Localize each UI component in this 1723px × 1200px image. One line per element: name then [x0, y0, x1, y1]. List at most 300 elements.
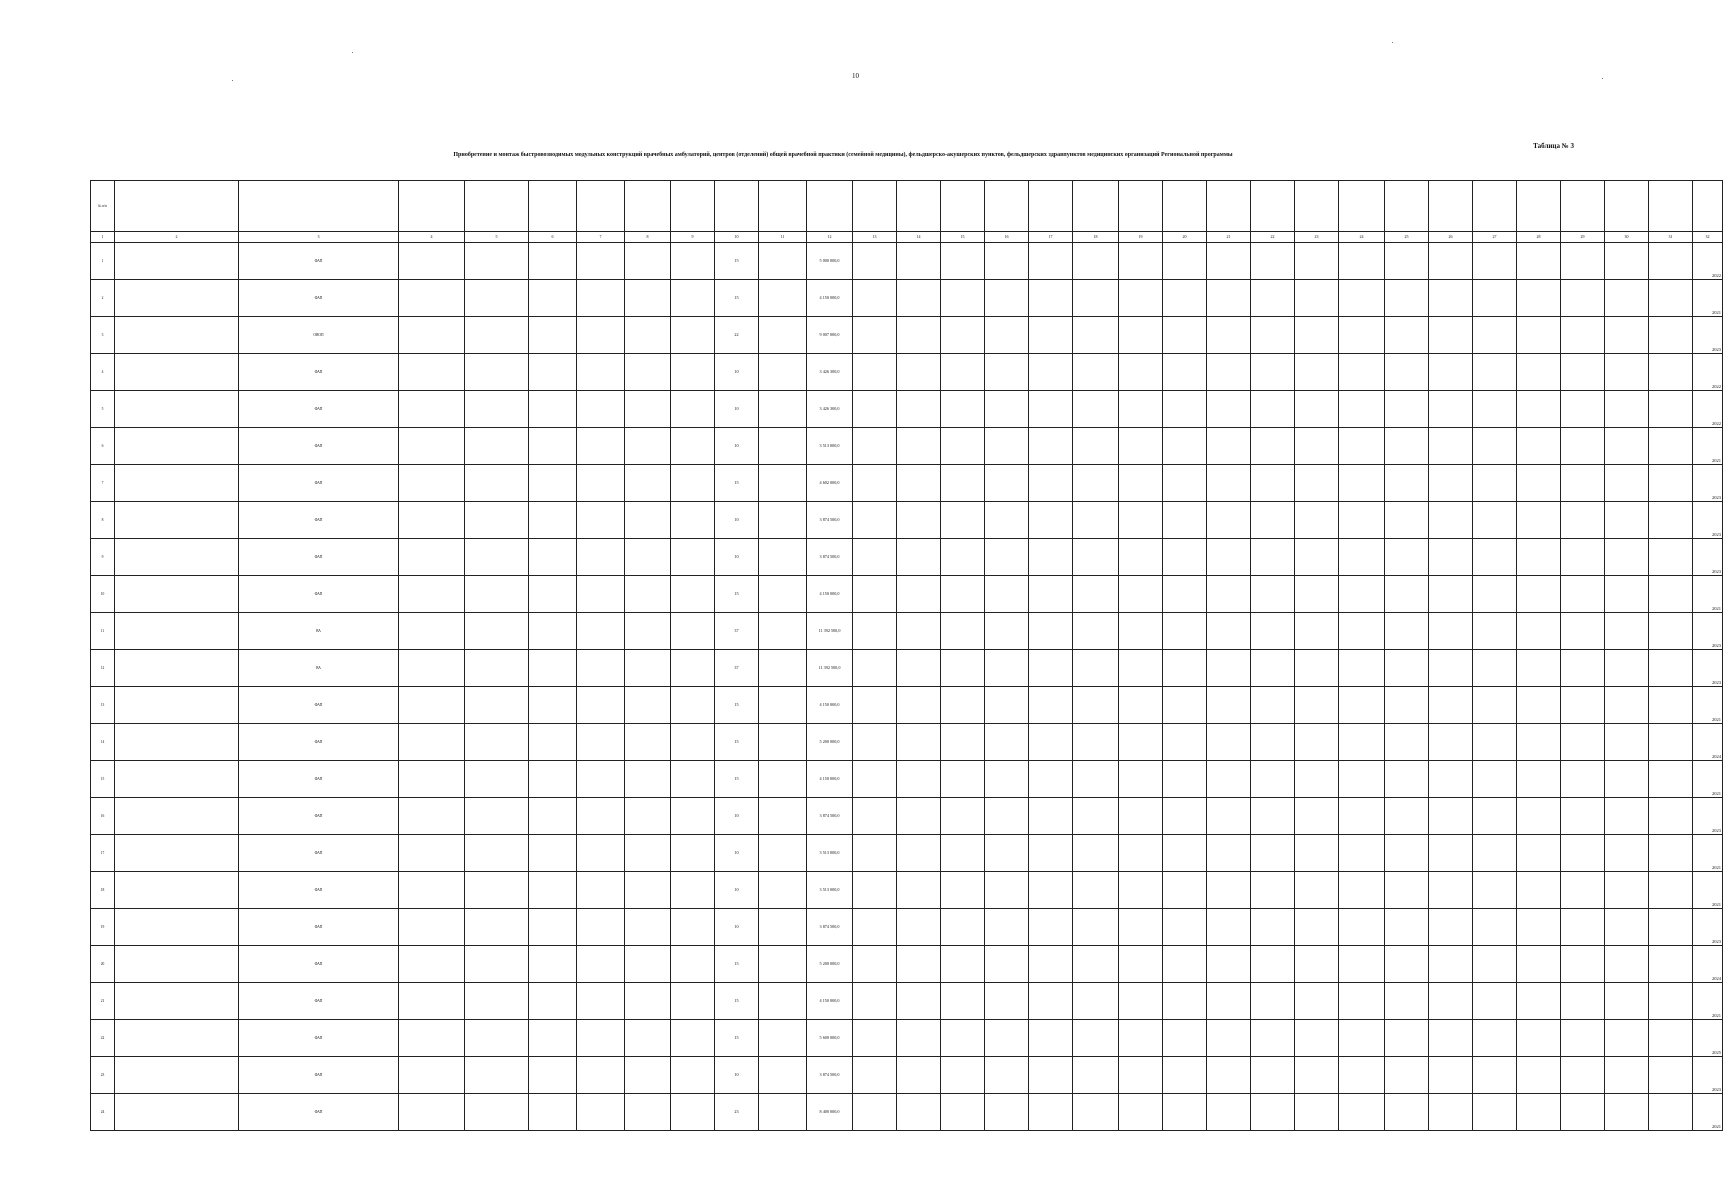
table-cell — [1385, 798, 1429, 835]
header-cell — [1339, 181, 1385, 232]
capacity-cell: 15 — [715, 724, 759, 761]
table-cell — [465, 650, 529, 687]
header-cell — [1473, 181, 1517, 232]
table-cell — [1517, 946, 1561, 983]
table-cell — [577, 946, 625, 983]
table-cell — [1207, 650, 1251, 687]
table-cell — [1649, 613, 1693, 650]
table-cell — [1163, 539, 1207, 576]
table-cell — [1385, 724, 1429, 761]
table-cell — [399, 909, 465, 946]
table-cell — [399, 724, 465, 761]
header-cell — [1295, 181, 1339, 232]
table-cell — [115, 650, 239, 687]
table-cell — [115, 983, 239, 1020]
table-cell — [1295, 798, 1339, 835]
object-type-cell: ФАП — [239, 280, 399, 317]
row-number-cell: 19 — [91, 909, 115, 946]
table-cell — [115, 909, 239, 946]
row-number-cell: 12 — [91, 650, 115, 687]
header-cell — [239, 181, 399, 232]
table-cell — [1251, 243, 1295, 280]
table-cell — [759, 761, 807, 798]
year-cell: 2023 — [1693, 650, 1723, 687]
table-cell — [1029, 391, 1073, 428]
table-cell — [1473, 835, 1517, 872]
table-cell — [1163, 983, 1207, 1020]
table-cell — [1561, 576, 1605, 613]
table-cell — [1163, 502, 1207, 539]
table-cell — [1119, 687, 1163, 724]
table-cell — [1251, 872, 1295, 909]
table-cell — [1119, 354, 1163, 391]
table-cell — [1649, 650, 1693, 687]
table-cell — [577, 243, 625, 280]
table-cell — [1073, 280, 1119, 317]
table-cell — [115, 835, 239, 872]
table-cell — [1207, 576, 1251, 613]
table-cell — [1561, 798, 1605, 835]
table-cell — [897, 1020, 941, 1057]
table-cell — [1207, 1094, 1251, 1131]
table-row — [91, 576, 1723, 613]
table-cell — [1429, 798, 1473, 835]
table-cell — [1251, 1020, 1295, 1057]
table-cell — [1339, 835, 1385, 872]
header-cell — [1561, 181, 1605, 232]
table-cell — [941, 280, 985, 317]
table-cell — [1473, 576, 1517, 613]
table-cell — [1517, 391, 1561, 428]
table-cell — [1385, 613, 1429, 650]
capacity-cell: 10 — [715, 391, 759, 428]
table-cell — [1073, 1020, 1119, 1057]
table-cell — [985, 761, 1029, 798]
column-number-cell: 3 — [239, 232, 399, 243]
table-cell — [529, 983, 577, 1020]
table-cell — [1429, 872, 1473, 909]
table-cell — [529, 687, 577, 724]
table-cell — [1163, 687, 1207, 724]
table-cell — [115, 1020, 239, 1057]
table-cell — [897, 798, 941, 835]
table-cell — [577, 761, 625, 798]
table-cell — [625, 1020, 671, 1057]
table-cell — [853, 465, 897, 502]
table-cell — [399, 576, 465, 613]
table-cell — [529, 872, 577, 909]
table-cell — [1339, 1020, 1385, 1057]
table-cell — [1561, 317, 1605, 354]
data-table-container — [90, 180, 1721, 1131]
column-number-cell: 24 — [1339, 232, 1385, 243]
table-cell — [625, 909, 671, 946]
table-cell — [1429, 1094, 1473, 1131]
table-cell — [1429, 613, 1473, 650]
header-cell — [1163, 181, 1207, 232]
table-cell — [577, 835, 625, 872]
column-number-cell: 10 — [715, 232, 759, 243]
table-cell — [1295, 539, 1339, 576]
table-cell — [1163, 835, 1207, 872]
table-cell — [1517, 872, 1561, 909]
table-row — [91, 983, 1723, 1020]
table-cell — [1119, 391, 1163, 428]
table-cell — [1517, 465, 1561, 502]
table-cell — [1605, 243, 1649, 280]
table-cell — [1429, 465, 1473, 502]
table-cell — [1473, 1094, 1517, 1131]
table-cell — [465, 1094, 529, 1131]
header-cell — [1251, 181, 1295, 232]
table-row — [91, 391, 1723, 428]
table-cell — [941, 761, 985, 798]
table-cell — [577, 539, 625, 576]
table-cell — [1163, 280, 1207, 317]
object-type-cell: ФАП — [239, 872, 399, 909]
table-cell — [1429, 1057, 1473, 1094]
table-cell — [759, 465, 807, 502]
table-cell — [1163, 761, 1207, 798]
table-cell — [1385, 1094, 1429, 1131]
table-cell — [1339, 872, 1385, 909]
table-cell — [625, 502, 671, 539]
table-cell — [577, 428, 625, 465]
table-cell — [1073, 872, 1119, 909]
object-type-cell: ФАП — [239, 1094, 399, 1131]
row-number-cell: 2 — [91, 280, 115, 317]
table-cell — [1073, 724, 1119, 761]
table-cell — [897, 539, 941, 576]
total-cost-cell: 3 426 300,0 — [807, 391, 853, 428]
capacity-cell: 15 — [715, 576, 759, 613]
table-cell — [399, 872, 465, 909]
table-cell — [1295, 1057, 1339, 1094]
header-cell — [853, 181, 897, 232]
table-cell — [985, 946, 1029, 983]
table-cell — [1339, 465, 1385, 502]
table-cell — [625, 946, 671, 983]
row-number-cell: 24 — [91, 1094, 115, 1131]
table-cell — [1649, 539, 1693, 576]
table-cell — [1473, 872, 1517, 909]
row-number-cell: 16 — [91, 798, 115, 835]
table-cell — [1207, 317, 1251, 354]
table-cell — [671, 946, 715, 983]
table-cell — [1605, 317, 1649, 354]
table-cell — [115, 687, 239, 724]
table-cell — [1473, 317, 1517, 354]
table-cell — [1251, 724, 1295, 761]
table-cell — [985, 465, 1029, 502]
table-cell — [1517, 1020, 1561, 1057]
total-cost-cell: 11 392 500,0 — [807, 613, 853, 650]
table-cell — [115, 243, 239, 280]
table-cell — [853, 687, 897, 724]
table-cell — [1207, 243, 1251, 280]
capacity-cell: 15 — [715, 687, 759, 724]
table-cell — [399, 761, 465, 798]
table-cell — [399, 687, 465, 724]
table-cell — [1073, 428, 1119, 465]
table-cell — [1605, 391, 1649, 428]
table-cell — [115, 798, 239, 835]
table-cell — [853, 1057, 897, 1094]
table-cell — [115, 280, 239, 317]
table-cell — [1517, 243, 1561, 280]
table-row — [91, 1057, 1723, 1094]
table-cell — [399, 1057, 465, 1094]
table-cell — [853, 613, 897, 650]
table-cell — [1339, 243, 1385, 280]
table-cell — [897, 761, 941, 798]
table-cell — [399, 539, 465, 576]
table-cell — [1073, 983, 1119, 1020]
object-type-cell: ФАП — [239, 835, 399, 872]
table-cell — [671, 428, 715, 465]
header-cell — [399, 181, 465, 232]
table-cell — [1119, 576, 1163, 613]
table-cell — [529, 243, 577, 280]
year-cell: 2023 — [1693, 317, 1723, 354]
table-cell — [941, 983, 985, 1020]
header-cell — [529, 181, 577, 232]
table-cell — [1649, 576, 1693, 613]
table-cell — [1295, 465, 1339, 502]
table-cell — [897, 835, 941, 872]
table-cell — [115, 1057, 239, 1094]
table-cell — [1029, 1094, 1073, 1131]
table-cell — [1561, 687, 1605, 724]
table-cell — [897, 724, 941, 761]
table-cell — [577, 576, 625, 613]
table-cell — [985, 243, 1029, 280]
table-cell — [1473, 354, 1517, 391]
table-cell — [1429, 1020, 1473, 1057]
table-cell — [1473, 650, 1517, 687]
table-cell — [625, 650, 671, 687]
table-cell — [1429, 946, 1473, 983]
table-cell — [1517, 687, 1561, 724]
table-cell — [1473, 1057, 1517, 1094]
table-cell — [1073, 317, 1119, 354]
table-cell — [897, 576, 941, 613]
table-cell — [1385, 1057, 1429, 1094]
table-cell — [1339, 761, 1385, 798]
table-cell — [897, 428, 941, 465]
table-cell — [1207, 613, 1251, 650]
object-type-cell: ФАП — [239, 1020, 399, 1057]
table-cell — [1295, 946, 1339, 983]
table-cell — [1605, 724, 1649, 761]
table-cell — [399, 243, 465, 280]
table-cell — [1605, 835, 1649, 872]
table-cell — [1295, 391, 1339, 428]
object-type-cell: ФАП — [239, 1057, 399, 1094]
table-cell — [399, 983, 465, 1020]
capacity-cell: 15 — [715, 1020, 759, 1057]
table-cell — [853, 983, 897, 1020]
table-cell — [985, 317, 1029, 354]
year-cell: 2023 — [1693, 909, 1723, 946]
table-row — [91, 687, 1723, 724]
table-cell — [1429, 687, 1473, 724]
table-cell — [1429, 354, 1473, 391]
table-cell — [897, 909, 941, 946]
table-cell — [1561, 465, 1605, 502]
object-type-cell: ФАП — [239, 428, 399, 465]
table-cell — [625, 687, 671, 724]
table-cell — [465, 946, 529, 983]
table-cell — [1649, 835, 1693, 872]
column-number-cell: 4 — [399, 232, 465, 243]
table-cell — [941, 428, 985, 465]
table-cell — [1517, 909, 1561, 946]
table-cell — [1385, 835, 1429, 872]
table-cell — [1029, 761, 1073, 798]
table-cell — [1561, 983, 1605, 1020]
column-number-cell: 28 — [1517, 232, 1561, 243]
table-cell — [853, 1020, 897, 1057]
year-cell: 2021 — [1693, 576, 1723, 613]
table-cell — [1517, 650, 1561, 687]
row-number-cell: 22 — [91, 1020, 115, 1057]
table-cell — [671, 613, 715, 650]
table-cell — [941, 317, 985, 354]
table-cell — [759, 1057, 807, 1094]
table-cell — [941, 354, 985, 391]
table-cell — [853, 391, 897, 428]
table-cell — [625, 391, 671, 428]
table-row — [91, 613, 1723, 650]
table-cell — [897, 650, 941, 687]
table-cell — [1517, 835, 1561, 872]
table-cell — [625, 1057, 671, 1094]
table-cell — [1473, 946, 1517, 983]
table-cell — [1163, 317, 1207, 354]
header-cell — [625, 181, 671, 232]
table-cell — [1029, 354, 1073, 391]
capacity-cell: 10 — [715, 354, 759, 391]
table-cell — [1339, 539, 1385, 576]
table-cell — [985, 502, 1029, 539]
table-cell — [1029, 613, 1073, 650]
table-row — [91, 724, 1723, 761]
object-type-cell: ФАП — [239, 724, 399, 761]
table-cell — [1473, 243, 1517, 280]
table-cell — [625, 761, 671, 798]
table-cell — [1561, 502, 1605, 539]
table-cell — [1605, 576, 1649, 613]
table-cell — [529, 391, 577, 428]
table-cell — [1029, 539, 1073, 576]
table-cell — [1649, 687, 1693, 724]
table-cell — [1207, 983, 1251, 1020]
table-cell — [1429, 280, 1473, 317]
table-cell — [1163, 1094, 1207, 1131]
table-cell — [1295, 983, 1339, 1020]
table-cell — [115, 613, 239, 650]
total-cost-cell: 5 200 000,0 — [807, 724, 853, 761]
table-cell — [853, 872, 897, 909]
table-cell — [1207, 761, 1251, 798]
table-cell — [1295, 243, 1339, 280]
table-cell — [1295, 428, 1339, 465]
table-cell — [759, 650, 807, 687]
table-cell — [853, 724, 897, 761]
table-cell — [577, 798, 625, 835]
table-cell — [1649, 1057, 1693, 1094]
table-cell — [1295, 687, 1339, 724]
table-cell — [941, 243, 985, 280]
table-cell — [1339, 1057, 1385, 1094]
table-row — [91, 1020, 1723, 1057]
table-cell — [1029, 317, 1073, 354]
column-number-cell: 6 — [529, 232, 577, 243]
capacity-cell: 15 — [715, 243, 759, 280]
table-cell — [1295, 909, 1339, 946]
table-cell — [529, 1020, 577, 1057]
table-cell — [1295, 354, 1339, 391]
table-cell — [853, 650, 897, 687]
table-cell — [1251, 317, 1295, 354]
table-cell — [1561, 391, 1605, 428]
table-cell — [985, 391, 1029, 428]
table-cell — [759, 391, 807, 428]
table-cell — [1251, 354, 1295, 391]
table-cell — [399, 465, 465, 502]
column-number-cell: 12 — [807, 232, 853, 243]
table-cell — [759, 539, 807, 576]
table-cell — [985, 909, 1029, 946]
table-cell — [1251, 687, 1295, 724]
table-cell — [465, 391, 529, 428]
table-cell — [625, 983, 671, 1020]
table-cell — [1339, 502, 1385, 539]
table-cell — [1251, 798, 1295, 835]
table-cell — [759, 983, 807, 1020]
table-cell — [1119, 1020, 1163, 1057]
table-cell — [1561, 428, 1605, 465]
table-cell — [1429, 650, 1473, 687]
year-cell: 2021 — [1693, 687, 1723, 724]
table-cell — [1295, 761, 1339, 798]
table-cell — [529, 1094, 577, 1131]
table-cell — [941, 502, 985, 539]
table-cell — [759, 243, 807, 280]
column-number-cell: 5 — [465, 232, 529, 243]
year-cell: 2021 — [1693, 761, 1723, 798]
table-cell — [1251, 391, 1295, 428]
table-cell — [1251, 909, 1295, 946]
table-cell — [1649, 983, 1693, 1020]
table-cell — [1605, 983, 1649, 1020]
table-cell — [577, 613, 625, 650]
table-cell — [1119, 243, 1163, 280]
table-cell — [1163, 909, 1207, 946]
table-cell — [1649, 798, 1693, 835]
table-row — [91, 909, 1723, 946]
table-cell — [1605, 280, 1649, 317]
table-cell — [465, 576, 529, 613]
table-cell — [1385, 946, 1429, 983]
capacity-cell: 10 — [715, 798, 759, 835]
year-cell: 2022 — [1693, 391, 1723, 428]
table-cell — [1073, 243, 1119, 280]
table-cell — [671, 465, 715, 502]
table-cell — [759, 576, 807, 613]
header-cell — [1605, 181, 1649, 232]
